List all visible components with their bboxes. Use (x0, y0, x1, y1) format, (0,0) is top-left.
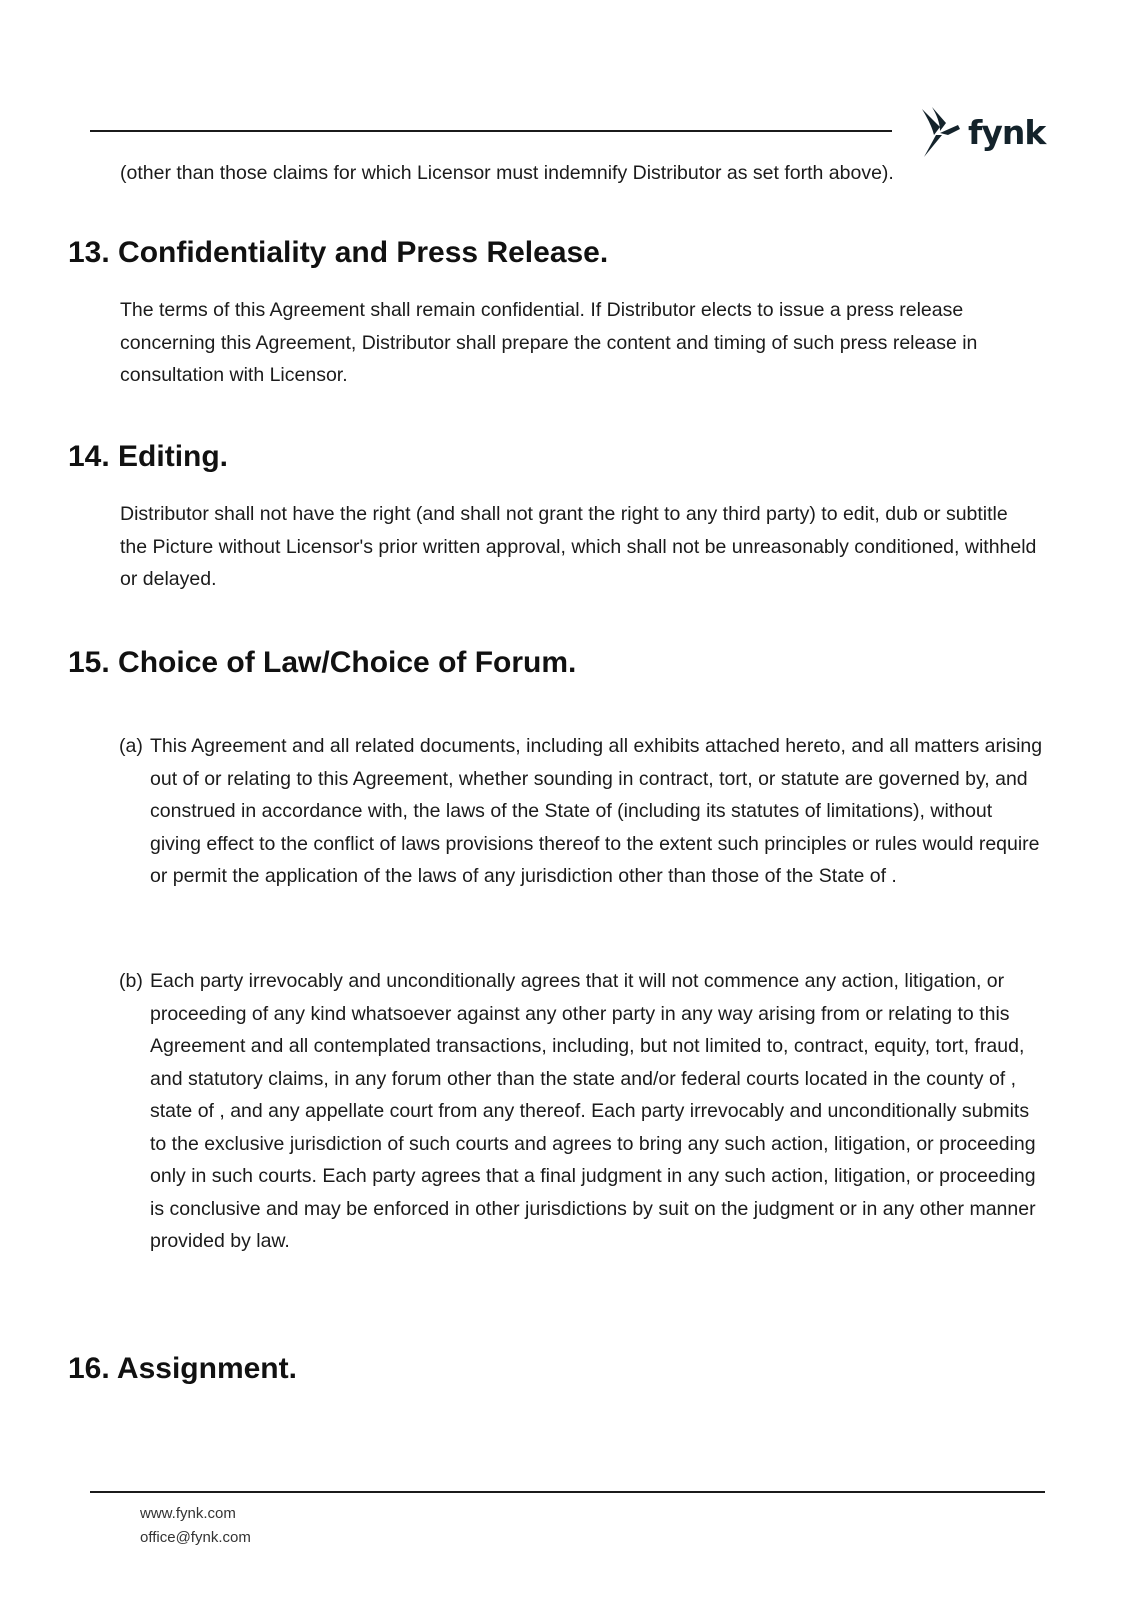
header-divider (90, 130, 892, 132)
clause-text: Each party irrevocably and unconditionally agrees that it will not commence any action, litigation, or proceeding of any kind whatsoever against any other party in any way arising from or relating to this Agreement and all contemplated transactions, including, but not limited to, contract, equity, tort, fraud, and statutory claims, in any forum other than the state and/or federal courts located in the county of , state of , and any appellate court from any thereof. Each party irrevocably and unconditionally submits to the exclusive jurisdiction of such courts and agrees to bring any such action, litigation, or proceeding only in such courts. Each party agrees that a final judgment in any such action, litigation, or proceeding is conclusive and may be enforced in other jurisdictions by suit on the judgment or in any other manner provided by law. (150, 970, 1036, 1252)
footer-website: www.fynk.com (140, 1505, 236, 1522)
section-16-heading: 16. Assignment. (68, 1352, 297, 1385)
section-13-body: The terms of this Agreement shall remain confidential. If Distributor elects to issue a press release concerning this Agreement, Distributor shall prepare the content and timing of such press release in consultation with Licensor. (120, 299, 978, 386)
clause-15b (119, 965, 1044, 1258)
section-14-heading: 14. Editing. (68, 440, 229, 473)
logo-wordmark: fynk (968, 112, 1046, 152)
bird-logo-icon (918, 105, 962, 159)
footer-divider (90, 1491, 1045, 1493)
fynk-logo (918, 102, 1048, 162)
continuation-text: (other than those claims for which Licensor must indemnify Distributor as set forth above). (120, 162, 894, 184)
section-13-heading: 13. Confidentiality and Press Release. (68, 236, 609, 269)
section-15-heading: 15. Choice of Law/Choice of Forum. (68, 646, 577, 679)
clause-label: (a) (119, 735, 143, 757)
footer-email: office@fynk.com (140, 1529, 251, 1546)
clause-text: This Agreement and all related documents, including all exhibits attached hereto, and all matters arising out of or relating to this Agreement, whether sounding in contract, tort, or statute are governed by, and construed in accordance with, the laws of the State of (including its statutes of limitations), without giving effect to the conflict of laws provisions thereof to the extent such principles or rules would require or permit the application of the laws of any jurisdiction other than those of the State of . (150, 735, 1043, 887)
section-14-body: Distributor shall not have the right (and shall not grant the right to any third party) to edit, dub or subtitle the Picture without Licensor's prior written approval, which shall not be unreasonably conditioned, withheld or delayed. (120, 503, 1037, 590)
clause-label: (b) (119, 970, 143, 992)
clause-15a (119, 730, 1044, 893)
